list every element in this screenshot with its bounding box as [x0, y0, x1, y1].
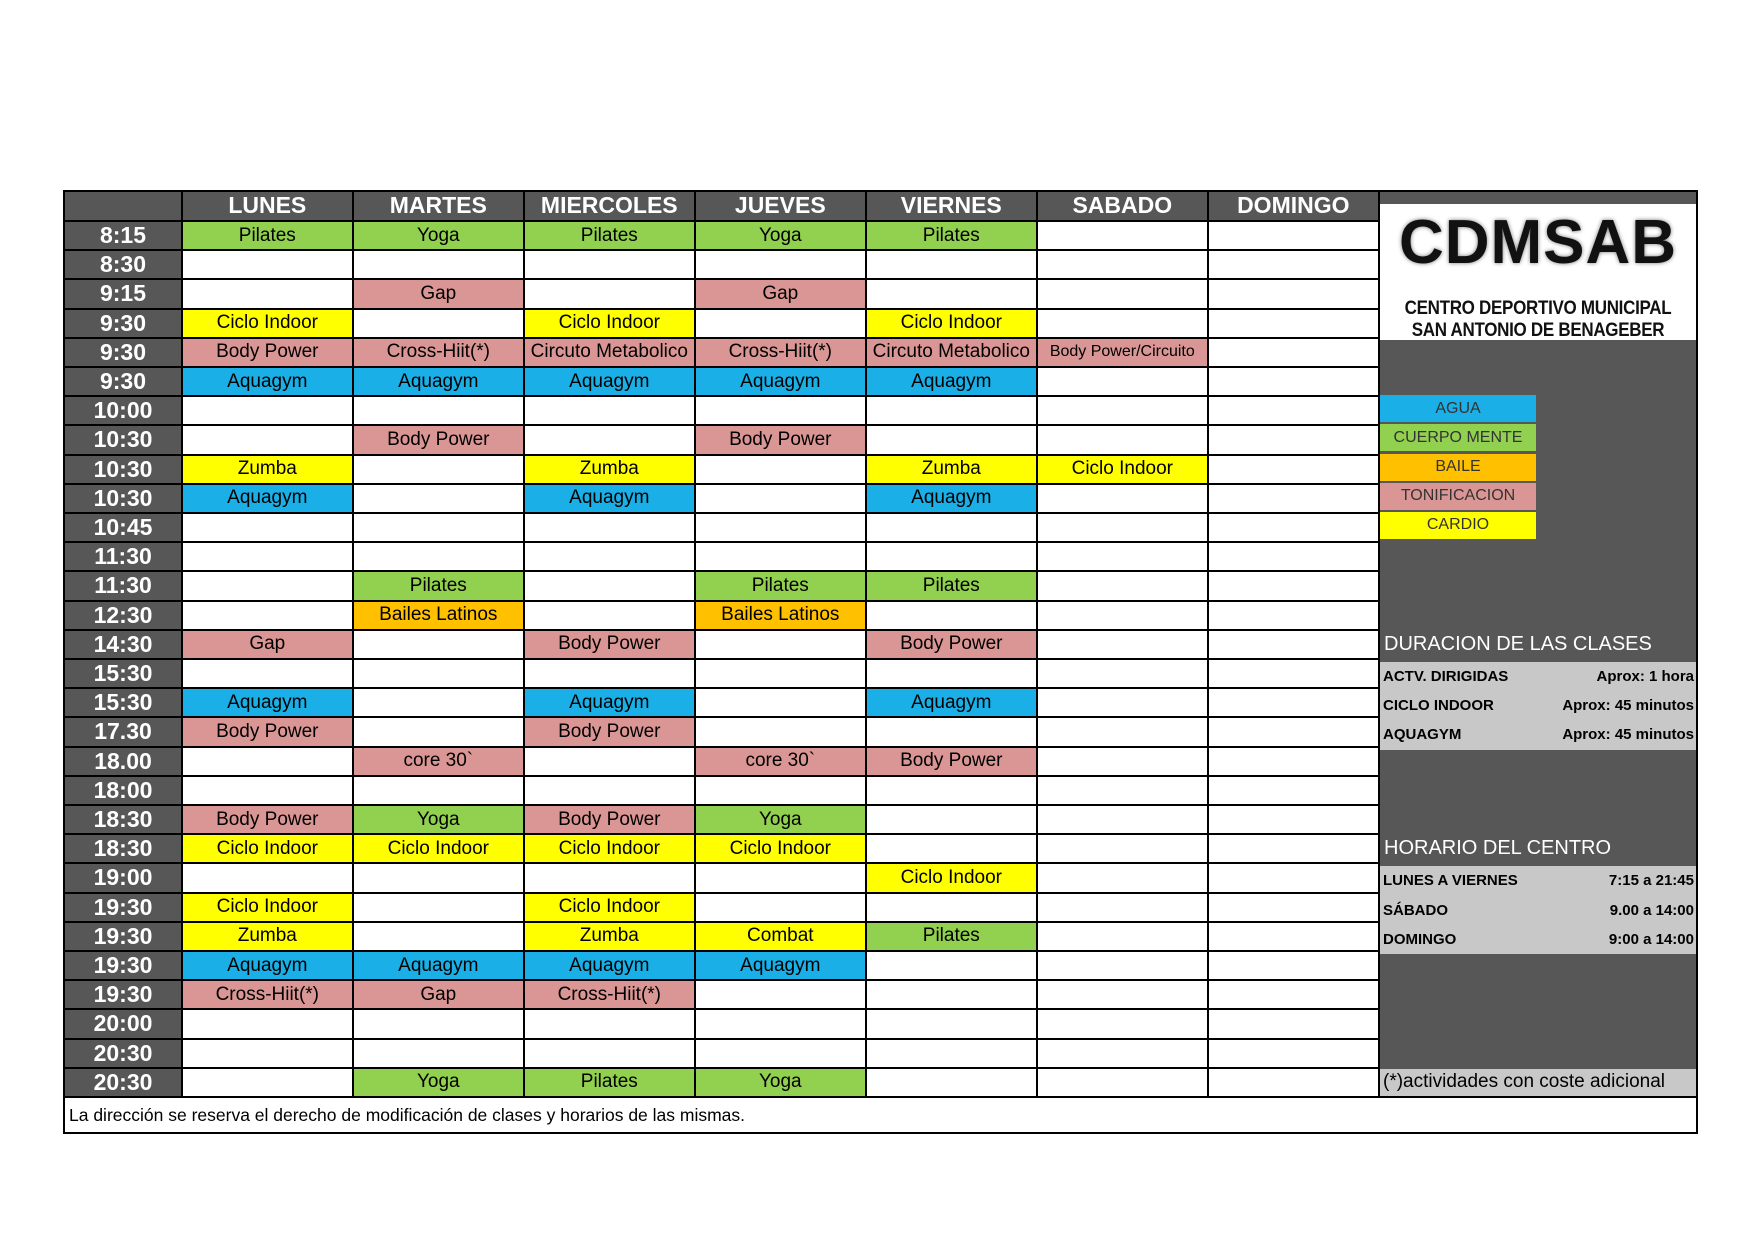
class-cell: [183, 572, 352, 599]
class-cell: Aquagym: [867, 689, 1036, 716]
time-label: 10:45: [65, 514, 181, 541]
class-cell: [1209, 572, 1378, 599]
class-cell: Zumba: [867, 456, 1036, 483]
time-label: 18.00: [65, 748, 181, 775]
schedule-sheet: [63, 190, 1698, 1134]
duration-row: [1380, 720, 1696, 749]
class-cell: Ciclo Indoor: [183, 310, 352, 337]
time-label: 11:30: [65, 572, 181, 599]
hours-value: 7:15 a 21:45: [1608, 872, 1694, 890]
class-cell: Aquagym: [696, 952, 865, 979]
class-cell: [525, 660, 694, 687]
class-cell: [1209, 923, 1378, 950]
class-cell: [183, 514, 352, 541]
time-label: 19:30: [65, 894, 181, 921]
class-cell: [867, 660, 1036, 687]
class-cell: Aquagym: [183, 689, 352, 716]
day-header-viernes: VIERNES: [867, 192, 1036, 220]
class-cell: [1038, 689, 1207, 716]
class-cell: Ciclo Indoor: [525, 894, 694, 921]
class-cell: [867, 397, 1036, 424]
class-cell: [525, 514, 694, 541]
hours-value: 9:00 a 14:00: [1608, 930, 1694, 948]
class-cell: Aquagym: [525, 485, 694, 512]
legend-cuerpo-mente: CUERPO MENTE: [1380, 424, 1536, 451]
class-cell: Body Power: [183, 806, 352, 833]
center-hours-row: [1380, 925, 1696, 954]
class-cell: [183, 748, 352, 775]
class-cell: [1038, 952, 1207, 979]
class-cell: [867, 280, 1036, 307]
class-cell: [1038, 397, 1207, 424]
class-cell: [354, 456, 523, 483]
time-label: 20:00: [65, 1010, 181, 1037]
class-cell: Aquagym: [183, 368, 352, 395]
class-cell: Ciclo Indoor: [525, 310, 694, 337]
class-cell: [525, 864, 694, 891]
class-cell: Aquagym: [183, 952, 352, 979]
class-cell: Body Power: [525, 631, 694, 658]
time-label: 20:30: [65, 1069, 181, 1096]
class-cell: [1209, 777, 1378, 804]
class-cell: Zumba: [525, 923, 694, 950]
duration-value: Aprox: 45 minutos: [1562, 726, 1694, 744]
class-cell: Gap: [696, 280, 865, 307]
class-cell: [1038, 543, 1207, 570]
class-cell: Gap: [354, 280, 523, 307]
class-cell: [525, 280, 694, 307]
class-cell: [867, 777, 1036, 804]
class-cell: [1209, 806, 1378, 833]
time-label: 12:30: [65, 602, 181, 629]
time-label: 9:30: [65, 339, 181, 366]
class-cell: [1038, 981, 1207, 1008]
class-cell: [867, 1010, 1036, 1037]
class-cell: Cross-Hiit(*): [696, 339, 865, 366]
class-cell: Bailes Latinos: [696, 602, 865, 629]
class-cell: [1038, 806, 1207, 833]
class-cell: [1209, 251, 1378, 278]
class-cell: [354, 1040, 523, 1067]
class-cell: [867, 1040, 1036, 1067]
class-cell: [1038, 572, 1207, 599]
class-cell: [696, 981, 865, 1008]
class-cell: [1209, 456, 1378, 483]
class-cell: Ciclo Indoor: [183, 894, 352, 921]
class-cell: [1038, 368, 1207, 395]
class-cell: [696, 397, 865, 424]
class-cell: [1038, 864, 1207, 891]
footer-disclaimer: La dirección se reserva el derecho de modificación de clases y horarios de las mismas.: [65, 1098, 1696, 1132]
class-cell: [1209, 1040, 1378, 1067]
extra-cost-note: (*)actividades con coste adicional: [1380, 1069, 1696, 1096]
class-cell: Aquagym: [525, 689, 694, 716]
class-cell: Body Power: [696, 426, 865, 453]
class-cell: Yoga: [354, 1069, 523, 1096]
class-cell: [867, 514, 1036, 541]
class-cell: Yoga: [354, 806, 523, 833]
time-label: 9:30: [65, 368, 181, 395]
time-label: 14:30: [65, 631, 181, 658]
class-cell: [867, 718, 1036, 745]
class-cell: [1209, 894, 1378, 921]
class-cell: [696, 1040, 865, 1067]
class-cell: [1038, 1069, 1207, 1096]
class-cell: [1209, 864, 1378, 891]
class-cell: [1038, 280, 1207, 307]
class-cell: [696, 310, 865, 337]
class-cell: [696, 631, 865, 658]
class-cell: [1038, 718, 1207, 745]
class-cell: Cross-Hiit(*): [525, 981, 694, 1008]
class-cell: Pilates: [696, 572, 865, 599]
time-label: 10:30: [65, 485, 181, 512]
class-cell: [1209, 485, 1378, 512]
logo-name: CDMSAB: [1398, 208, 1678, 277]
class-cell: [354, 1010, 523, 1037]
class-cell: [1209, 689, 1378, 716]
duration-row: [1380, 662, 1696, 691]
class-cell: [696, 894, 865, 921]
corner-header: [65, 192, 181, 220]
legend-baile: BAILE: [1380, 454, 1536, 481]
class-cell: Body Power: [183, 339, 352, 366]
time-label: 11:30: [65, 543, 181, 570]
center-hours-title: HORARIO DEL CENTRO: [1384, 837, 1612, 860]
class-cell: [867, 426, 1036, 453]
logo-line-1: CENTRO DEPORTIVO MUNICIPAL: [1404, 296, 1672, 319]
class-cell: [1038, 777, 1207, 804]
class-cell: Circuto Metabolico: [867, 339, 1036, 366]
class-cell: [525, 251, 694, 278]
class-cell: Ciclo Indoor: [525, 835, 694, 862]
class-cell: [867, 1069, 1036, 1096]
class-cell: Body Power: [354, 426, 523, 453]
time-label: 15:30: [65, 660, 181, 687]
class-cell: Pilates: [525, 1069, 694, 1096]
legend-tonificacion: TONIFICACION: [1380, 483, 1536, 510]
hours-label: SÁBADO: [1383, 901, 1449, 919]
duration-label: ACTV. DIRIGIDAS: [1383, 668, 1509, 686]
logo: [1380, 204, 1696, 340]
class-cell: [525, 426, 694, 453]
class-cell: [183, 426, 352, 453]
class-cell: [1038, 923, 1207, 950]
time-label: 19:30: [65, 952, 181, 979]
class-cell: [183, 660, 352, 687]
class-cell: Pilates: [867, 572, 1036, 599]
day-header-sabado: SABADO: [1038, 192, 1207, 220]
class-cell: Gap: [183, 631, 352, 658]
class-cell: [696, 251, 865, 278]
class-cell: Yoga: [354, 222, 523, 249]
duration-value: Aprox: 45 minutos: [1562, 697, 1694, 715]
class-cell: Body Power: [525, 718, 694, 745]
class-cell: [1038, 514, 1207, 541]
class-cell: [1209, 748, 1378, 775]
day-header-lunes: LUNES: [183, 192, 352, 220]
class-cell: Aquagym: [183, 485, 352, 512]
time-label: 17.30: [65, 718, 181, 745]
time-label: 18:30: [65, 835, 181, 862]
class-cell: Aquagym: [354, 952, 523, 979]
duration-label: CICLO INDOOR: [1383, 697, 1494, 715]
logo-line-2: SAN ANTONIO DE BENAGEBER: [1411, 318, 1665, 341]
duration-label: AQUAGYM: [1383, 726, 1462, 744]
class-cell: Ciclo Indoor: [696, 835, 865, 862]
class-cell: [1038, 485, 1207, 512]
class-cell: Body Power: [867, 748, 1036, 775]
class-cell: [1209, 835, 1378, 862]
class-cell: [1038, 631, 1207, 658]
class-cell: [1209, 631, 1378, 658]
class-cell: Zumba: [183, 456, 352, 483]
class-cell: [183, 543, 352, 570]
class-cell: [696, 485, 865, 512]
legend-agua: AGUA: [1380, 395, 1536, 422]
class-cell: [696, 514, 865, 541]
class-cell: [1038, 222, 1207, 249]
info-panel: [1380, 192, 1696, 1096]
class-cell: [696, 689, 865, 716]
class-cell: Pilates: [525, 222, 694, 249]
class-cell: [183, 280, 352, 307]
duration-title: DURACION DE LAS CLASES: [1384, 632, 1652, 655]
class-cell: Pilates: [867, 222, 1036, 249]
center-hours-row: [1380, 896, 1696, 925]
class-cell: [354, 718, 523, 745]
class-cell: [696, 543, 865, 570]
class-cell: [1038, 426, 1207, 453]
class-cell: [354, 514, 523, 541]
class-cell: [354, 864, 523, 891]
class-cell: [1209, 339, 1378, 366]
class-cell: [1038, 835, 1207, 862]
class-cell: Zumba: [525, 456, 694, 483]
class-cell: [1209, 397, 1378, 424]
class-cell: [354, 777, 523, 804]
class-cell: Circuto Metabolico: [525, 339, 694, 366]
time-label: 19:30: [65, 923, 181, 950]
class-cell: [1209, 602, 1378, 629]
day-header-martes: MARTES: [354, 192, 523, 220]
class-cell: Ciclo Indoor: [867, 864, 1036, 891]
class-cell: Ciclo Indoor: [1038, 456, 1207, 483]
class-cell: [867, 981, 1036, 1008]
legend-cardio: CARDIO: [1380, 512, 1536, 539]
class-cell: [1209, 1069, 1378, 1096]
class-cell: Aquagym: [354, 368, 523, 395]
class-cell: [354, 660, 523, 687]
class-cell: [696, 1010, 865, 1037]
class-cell: [1038, 1010, 1207, 1037]
class-cell: [525, 543, 694, 570]
class-cell: [1038, 894, 1207, 921]
class-cell: [867, 806, 1036, 833]
class-cell: [1038, 602, 1207, 629]
class-cell: [525, 1010, 694, 1037]
class-cell: Aquagym: [525, 368, 694, 395]
class-cell: [525, 572, 694, 599]
center-hours-row: [1380, 866, 1696, 895]
class-cell: [183, 864, 352, 891]
class-cell: [354, 251, 523, 278]
duration-value: Aprox: 1 hora: [1596, 668, 1694, 686]
class-cell: [525, 602, 694, 629]
class-cell: [354, 397, 523, 424]
time-label: 9:30: [65, 310, 181, 337]
class-cell: [1209, 280, 1378, 307]
class-cell: Yoga: [696, 806, 865, 833]
class-cell: Yoga: [696, 1069, 865, 1096]
class-cell: [867, 952, 1036, 979]
class-cell: [354, 894, 523, 921]
class-cell: Ciclo Indoor: [183, 835, 352, 862]
class-cell: [183, 397, 352, 424]
time-label: 10:30: [65, 426, 181, 453]
class-cell: [183, 1040, 352, 1067]
hours-value: 9.00 a 14:00: [1609, 901, 1694, 919]
class-cell: Body Power: [867, 631, 1036, 658]
time-label: 19:00: [65, 864, 181, 891]
class-cell: Gap: [354, 981, 523, 1008]
class-cell: [1209, 222, 1378, 249]
time-label: 18:00: [65, 777, 181, 804]
class-cell: [867, 251, 1036, 278]
class-cell: Aquagym: [867, 485, 1036, 512]
class-cell: Combat: [696, 923, 865, 950]
class-cell: [1209, 660, 1378, 687]
class-cell: [183, 777, 352, 804]
class-cell: Aquagym: [867, 368, 1036, 395]
time-label: 15:30: [65, 689, 181, 716]
day-header-domingo: DOMINGO: [1209, 192, 1378, 220]
class-cell: [1038, 251, 1207, 278]
class-cell: Zumba: [183, 923, 352, 950]
class-cell: Ciclo Indoor: [867, 310, 1036, 337]
class-cell: Pilates: [867, 923, 1036, 950]
class-cell: Cross-Hiit(*): [183, 981, 352, 1008]
class-cell: Bailes Latinos: [354, 602, 523, 629]
class-cell: [354, 310, 523, 337]
day-header-jueves: JUEVES: [696, 192, 865, 220]
class-cell: [1209, 718, 1378, 745]
class-cell: [1038, 310, 1207, 337]
class-cell: Body Power: [525, 806, 694, 833]
class-cell: [525, 1040, 694, 1067]
class-cell: [696, 864, 865, 891]
class-cell: Pilates: [354, 572, 523, 599]
class-cell: [354, 543, 523, 570]
class-cell: [354, 923, 523, 950]
class-cell: [1209, 514, 1378, 541]
class-cell: [1038, 748, 1207, 775]
time-label: 18:30: [65, 806, 181, 833]
class-cell: Pilates: [183, 222, 352, 249]
class-cell: [1038, 660, 1207, 687]
hours-label: DOMINGO: [1383, 930, 1457, 948]
class-cell: [867, 543, 1036, 570]
class-cell: [525, 397, 694, 424]
time-label: 10:30: [65, 456, 181, 483]
hours-label: LUNES A VIERNES: [1383, 872, 1518, 890]
class-cell: Ciclo Indoor: [354, 835, 523, 862]
class-cell: Yoga: [696, 222, 865, 249]
class-cell: [183, 1010, 352, 1037]
time-label: 19:30: [65, 981, 181, 1008]
day-header-miercoles: MIERCOLES: [525, 192, 694, 220]
class-cell: core 30`: [354, 748, 523, 775]
class-cell: core 30`: [696, 748, 865, 775]
time-label: 9:15: [65, 280, 181, 307]
class-cell: [354, 631, 523, 658]
class-cell: [1209, 368, 1378, 395]
class-cell: [696, 660, 865, 687]
class-cell: [1209, 310, 1378, 337]
class-cell: [1038, 1040, 1207, 1067]
time-label: 10:00: [65, 397, 181, 424]
time-label: 20:30: [65, 1040, 181, 1067]
class-cell: [1209, 981, 1378, 1008]
class-cell: [525, 777, 694, 804]
time-label: 8:30: [65, 251, 181, 278]
class-cell: Body Power: [183, 718, 352, 745]
time-label: 8:15: [65, 222, 181, 249]
class-cell: [867, 602, 1036, 629]
class-cell: [696, 718, 865, 745]
class-cell: [1209, 543, 1378, 570]
class-cell: [183, 602, 352, 629]
class-cell: [867, 835, 1036, 862]
class-cell: [354, 485, 523, 512]
class-cell: [183, 1069, 352, 1096]
class-cell: [1209, 952, 1378, 979]
class-cell: [183, 251, 352, 278]
class-cell: Aquagym: [525, 952, 694, 979]
class-cell: [696, 777, 865, 804]
class-cell: [1209, 426, 1378, 453]
class-cell: Body Power/Circuito: [1038, 339, 1207, 366]
class-cell: Aquagym: [696, 368, 865, 395]
class-cell: [1209, 1010, 1378, 1037]
class-cell: [354, 689, 523, 716]
class-cell: [525, 748, 694, 775]
class-cell: [696, 456, 865, 483]
class-cell: [867, 894, 1036, 921]
duration-row: [1380, 691, 1696, 720]
class-cell: Cross-Hiit(*): [354, 339, 523, 366]
